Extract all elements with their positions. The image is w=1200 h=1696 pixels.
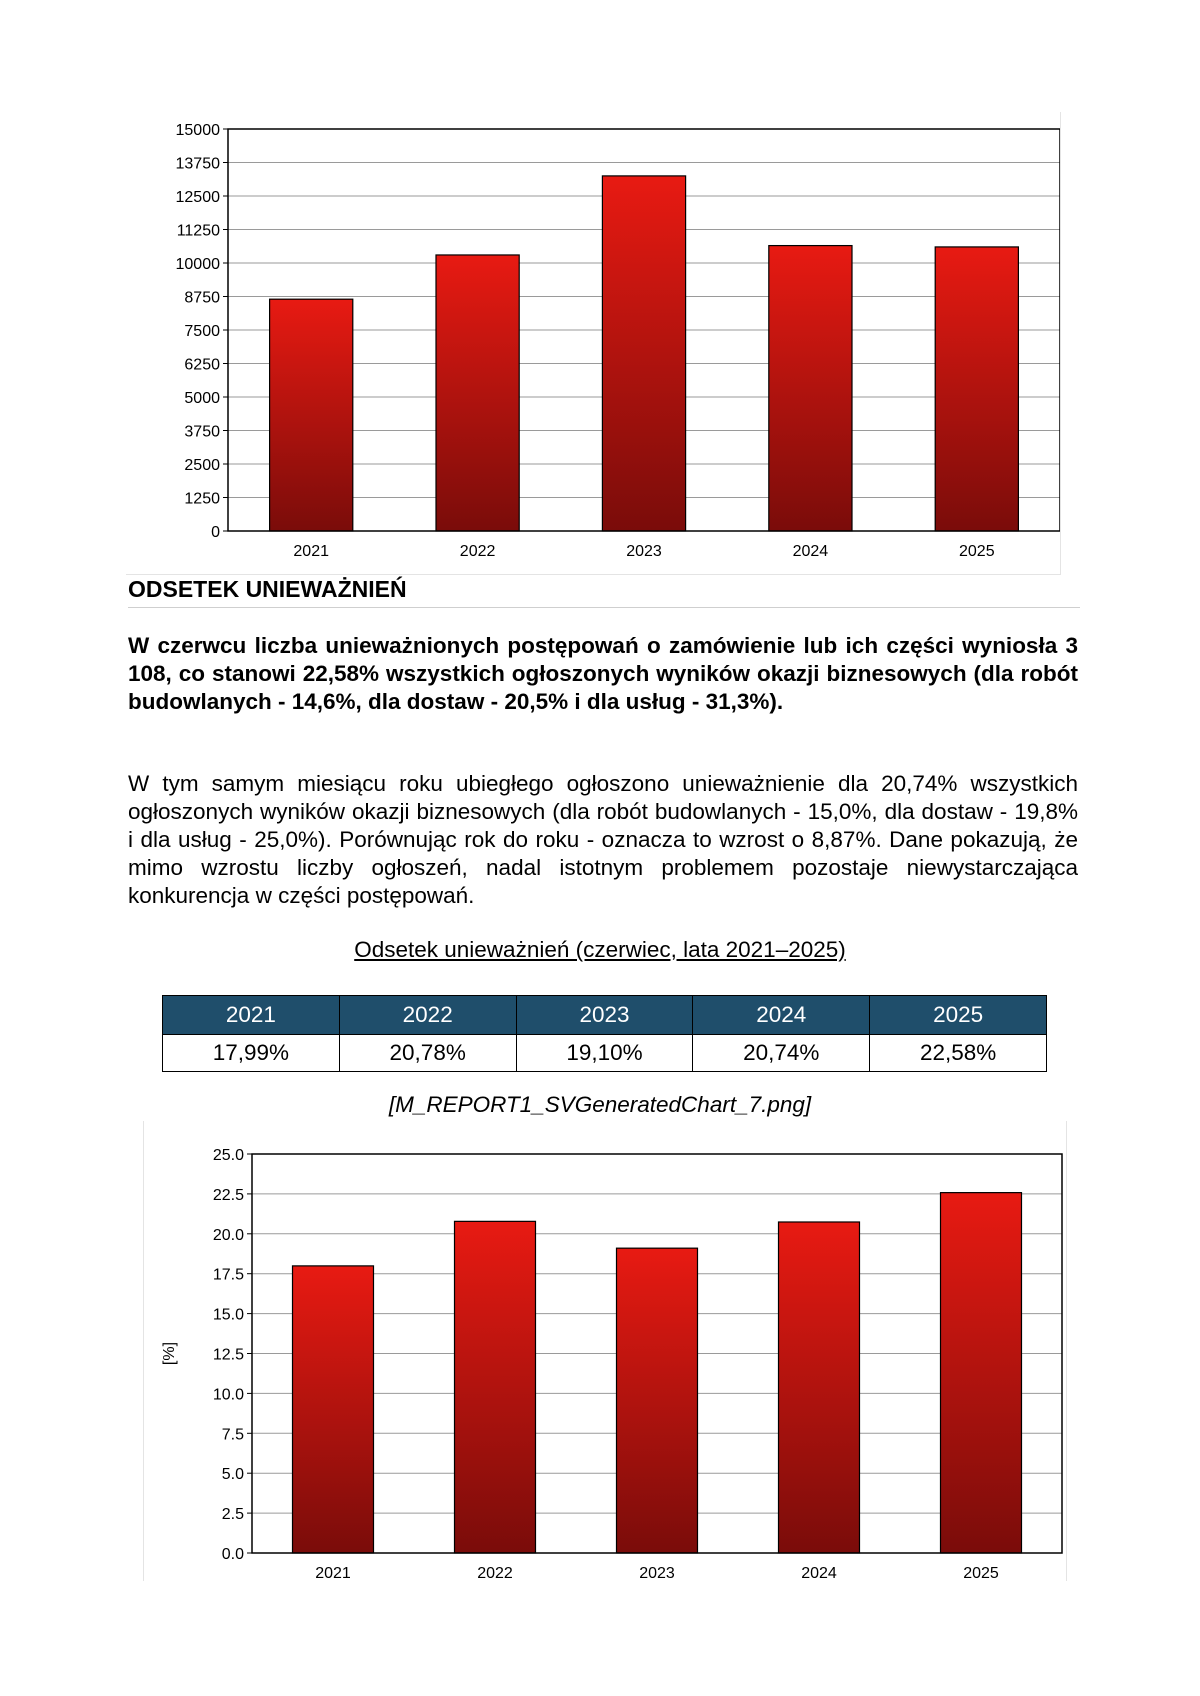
y-tick-label: 2.5	[221, 1506, 244, 1524]
table-header-cell: 2023	[516, 996, 693, 1035]
bar	[602, 176, 685, 531]
x-tick-label: 2022	[477, 1565, 513, 1581]
y-tick-label: 13750	[175, 155, 220, 173]
bar	[941, 1193, 1022, 1553]
rates-table	[162, 995, 1047, 1072]
table-cell: 19,10%	[516, 1035, 693, 1072]
chart-caption: [M_REPORT1_SVGeneratedChart_7.png]	[388, 1092, 812, 1117]
summary-paragraph: W czerwcu liczba unieważnionych postępowań o zamówienie lub ich części wyniosła 3 108, co stanowi 22,58% wszystkich ogłoszonych wyników okazji biznesowych (dla robót budowlanych - 14,6%, dla dostaw - 20,5% i dla usług - 31,3%).	[128, 633, 1078, 714]
y-tick-label: 22.5	[212, 1186, 244, 1204]
x-tick-label: 2022	[459, 543, 496, 560]
y-tick-label: 3750	[184, 423, 220, 441]
table-cell: 20,74%	[693, 1035, 870, 1072]
x-tick-label: 2025	[959, 543, 995, 560]
bar	[935, 247, 1018, 531]
table-title-text: Odsetek unieważnień (czerwiec, lata 2021–2025)	[354, 937, 846, 962]
y-tick-label: 1250	[184, 490, 220, 508]
x-tick-label: 2023	[639, 1565, 675, 1581]
y-tick-label: 25.0	[212, 1147, 244, 1164]
y-tick-label: 20.0	[212, 1226, 244, 1244]
y-tick-label: 0.0	[221, 1546, 244, 1563]
bar	[617, 1248, 698, 1553]
y-tick-label: 15.0	[212, 1306, 244, 1324]
bar	[436, 255, 519, 531]
section-heading: ODSETEK UNIEWAŻNIEŃ	[128, 576, 1080, 608]
bar	[293, 1266, 374, 1553]
x-tick-label: 2021	[315, 1565, 351, 1581]
y-tick-label: 5.0	[221, 1466, 244, 1484]
x-tick-label: 2021	[293, 543, 329, 560]
chart-count	[126, 112, 1060, 574]
table-header-cell: 2025	[870, 996, 1047, 1035]
table-cell: 22,58%	[870, 1035, 1047, 1072]
table-header-cell: 2024	[693, 996, 870, 1035]
table-title	[0, 937, 1200, 963]
table-header-row	[163, 996, 1047, 1035]
comparison-paragraph: W tym samym miesiącu roku ubiegłego ogłoszono unieważnienie dla 20,74% wszystkich ogłoszonych wyników okazji biznesowych (dla robót budowlanych - 15,0%, dla dostaw - 19,8% i dla usług - 25,0%). Porównując rok do roku - oznacza to wzrost o 8,87%. Dane pokazują, że mimo wzrostu liczby ogłoszeń, nadal istotnym problemem pozostaje niewystarczająca konkurencja w części postępowań.	[128, 771, 1078, 908]
table-header-cell: 2022	[339, 996, 516, 1035]
y-tick-label: 2500	[184, 457, 220, 474]
y-tick-label: 7.5	[221, 1426, 244, 1444]
bar	[455, 1221, 536, 1553]
y-axis-label: [%]	[161, 1341, 178, 1366]
y-tick-label: 17.5	[212, 1266, 244, 1284]
y-tick-label: 5000	[184, 390, 220, 407]
x-tick-label: 2024	[801, 1565, 837, 1581]
table-row	[163, 1035, 1047, 1072]
x-tick-label: 2024	[792, 543, 829, 560]
y-tick-label: 15000	[175, 122, 220, 139]
y-tick-label: 7500	[184, 323, 220, 340]
y-tick-label: 10000	[175, 256, 220, 273]
table-cell: 17,99%	[163, 1035, 340, 1072]
bar	[779, 1222, 860, 1553]
y-tick-label: 10.0	[212, 1386, 244, 1404]
x-tick-label: 2023	[626, 543, 662, 560]
chart-percent-frame	[143, 1121, 1067, 1581]
bar	[769, 246, 852, 531]
y-tick-label: 8750	[184, 289, 220, 307]
table-cell: 20,78%	[339, 1035, 516, 1072]
table-header-cell: 2021	[163, 996, 340, 1035]
chart-percent	[144, 1121, 1066, 1581]
y-tick-label: 12500	[175, 189, 220, 206]
y-tick-label: 0	[211, 524, 220, 541]
bar	[270, 299, 353, 531]
chart-count-frame	[126, 112, 1061, 575]
y-tick-label: 6250	[184, 356, 220, 374]
y-tick-label: 11250	[176, 222, 220, 240]
x-tick-label: 2025	[963, 1565, 999, 1581]
y-tick-label: 12.5	[212, 1346, 244, 1364]
